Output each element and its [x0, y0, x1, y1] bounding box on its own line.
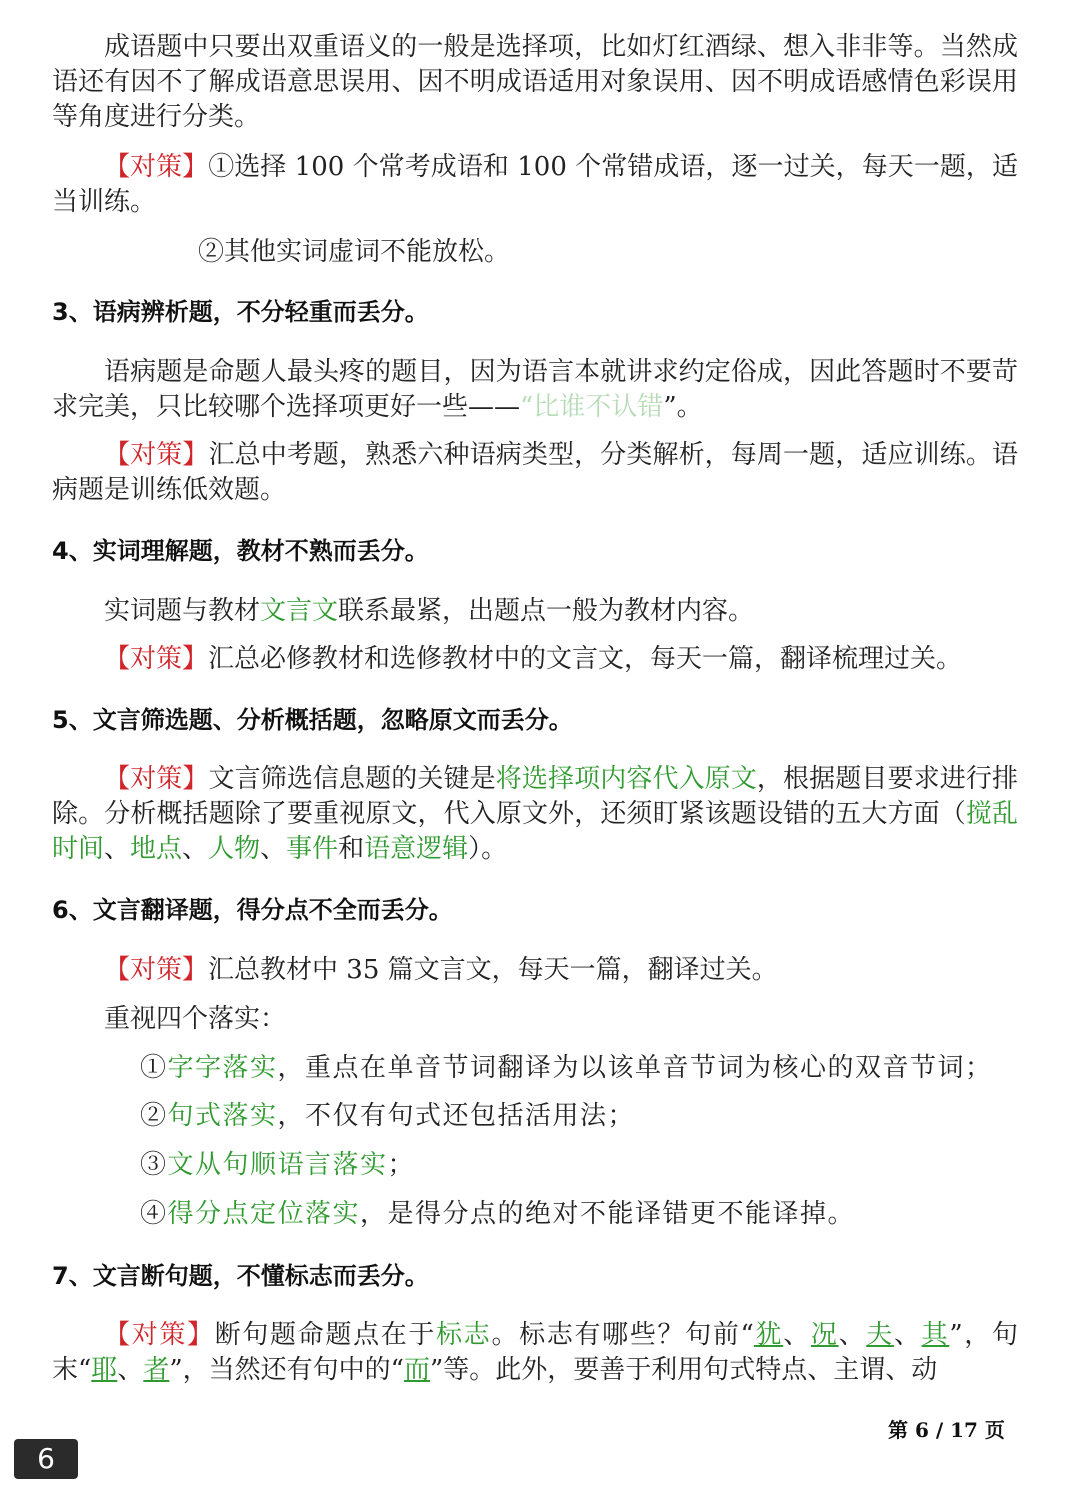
list-item-1: ①字字落实，重点在单音节词翻译为以该单音节词为核心的双音节词；: [140, 1053, 993, 1083]
list-item-2: ②句式落实，不仅有句式还包括活用法；: [140, 1101, 636, 1131]
paragraph-content-word-intro: 实词题与教材文言文联系最紧，出题点一般为教材内容。: [104, 596, 755, 626]
section-heading-4: 4、实词理解题，教材不熟而丢分。: [52, 537, 429, 565]
section-heading-7: 7、文言断句题，不懂标志而丢分。: [52, 1262, 429, 1290]
strategy-tag: 【对策】: [104, 955, 209, 985]
strategy-tag: 【对策】: [104, 644, 209, 674]
list-item-4: ④得分点定位落实，是得分点的绝对不能译错更不能译掉。: [140, 1199, 856, 1229]
list-item-3: ③文从句顺语言落实；: [140, 1150, 416, 1180]
section-heading-5: 5、文言筛选题、分析概括题，忽略原文而丢分。: [52, 706, 573, 734]
strategy-tag: 【对策】: [104, 440, 209, 470]
paragraph-idiom-strategy: 【对策】①选择 100 个常考成语和 100 个常错成语，逐一过关，每天一题，适当训练。: [52, 152, 1018, 217]
page-number: 第 6 / 17 页: [888, 1418, 1005, 1442]
page-badge: 6: [14, 1439, 78, 1479]
keyword-classical-chinese: 文言文: [260, 596, 339, 626]
section-heading-3: 3、语病辨析题，不分轻重而丢分。: [52, 298, 429, 326]
paragraph-grammar-intro: 语病题是命题人最头疼的题目，因为语言本就讲求约定俗成，因此答题时不要苛求完美，只比较哪个选择项更好一些——“比谁不认错”。: [52, 357, 1018, 422]
paragraph-idiom-intro: 成语题中只要出双重语义的一般是选择项，比如灯红酒绿、想入非非等。当然成语还有因不了解成语意思误用、因不明成语适用对象误用、因不明成语感情色彩误用等角度进行分类。: [52, 32, 1018, 132]
paragraph-grammar-strategy: 【对策】汇总中考题，熟悉六种语病类型，分类解析，每周一题，适应训练。语病题是训练低效题。: [52, 440, 1018, 505]
strategy-tag: 【对策】: [104, 764, 209, 794]
paragraph-idiom-strategy-2: ②其他实词虚词不能放松。: [198, 237, 511, 267]
strategy-tag: 【对策】: [104, 1320, 215, 1350]
paragraph-selection-strategy: 【对策】文言筛选信息题的关键是将选择项内容代入原文，根据题目要求进行排除。分析概括题除了要重视原文，代入原文外，还须盯紧该题设错的五大方面（搅乱时间、地点、人物、事件和语意逻辑）。: [52, 764, 1018, 864]
section-heading-6: 6、文言翻译题，得分点不全而丢分。: [52, 896, 453, 924]
paragraph-translation-strategy: 【对策】汇总教材中 35 篇文言文，每天一篇，翻译过关。: [104, 955, 778, 985]
strategy-tag: 【对策】: [104, 152, 209, 182]
paragraph-content-word-strategy: 【对策】汇总必修教材和选修教材中的文言文，每天一篇，翻译梳理过关。: [104, 644, 963, 674]
paragraph-punctuation-strategy: 【对策】断句题命题点在于标志。标志有哪些？句前“犹、况、夫、其”，句末“耶、者”，当然还有句中的“而”等。此外，要善于利用句式特点、主谓、动: [52, 1320, 1018, 1385]
paragraph-four-implementations: 重视四个落实：: [104, 1004, 287, 1034]
